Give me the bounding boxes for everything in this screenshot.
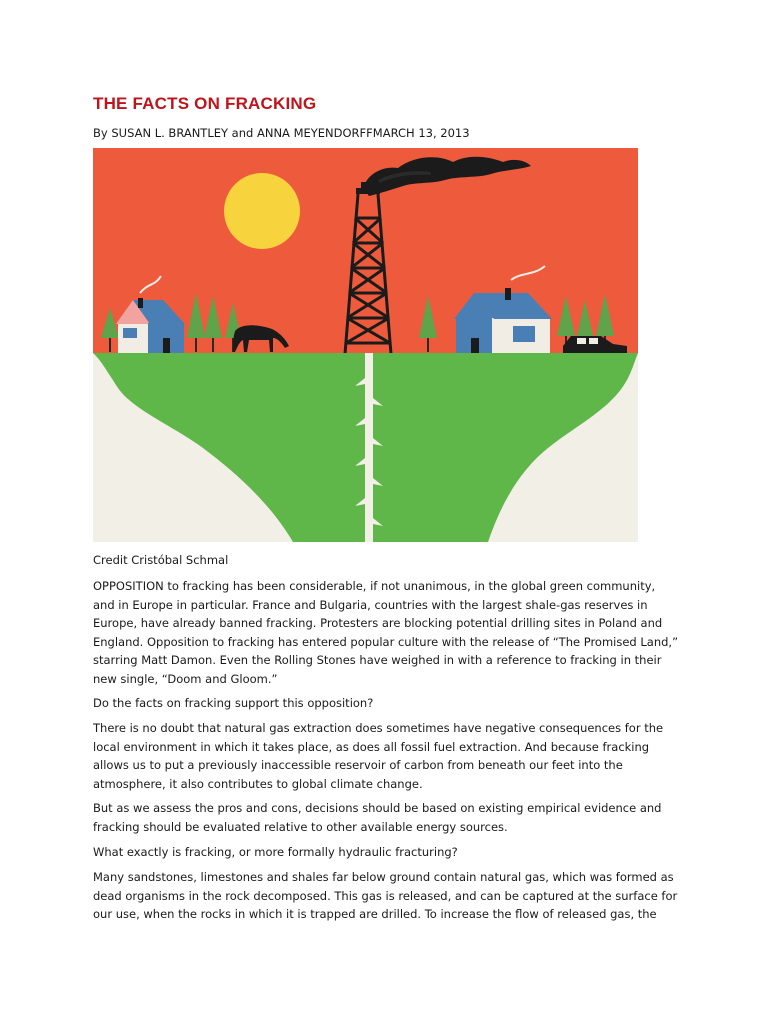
paragraph-line: our use, when the rocks in which it is trapped are drilled. To increase the flow of released gas, the [93,907,657,921]
paragraph-line: Do the facts on fracking support this opposition? [93,696,374,710]
paragraph [93,843,661,862]
paragraph-line: But as we assess the pros and cons, decisions should be based on existing empirical evidence and [93,801,662,815]
paragraph-line: England. Opposition to fracking has entered popular culture with the release of “The Promised Land,” [93,634,679,649]
paragraph-line: atmosphere, it also contributes to global climate change. [93,776,423,791]
paragraph-line: Europe, have already banned fracking. Protesters are blocking potential drilling sites in Poland and [93,616,663,630]
paragraph-line: allows us to put a previously inaccessible reservoir of carbon from beneath our feet into the [93,758,623,772]
paragraph [93,577,679,688]
paragraph-line: local environment in which it takes place, as does all fossil fuel extraction. And because fracking [93,739,650,754]
byline: By SUSAN L. BRANTLEY and ANNA MEYENDORFFMARCH 13, 2013 [93,126,470,140]
paragraph-line: dead organisms in the rock decomposed. This gas is released, and can be captured at the surface for [93,888,678,903]
paragraph-line: and in Europe in particular. France and Bulgaria, countries with the largest shale-gas reserves in [93,597,648,612]
sun-icon [224,173,300,249]
article-title: THE FACTS ON FRACKING [93,94,317,113]
image-credit: Credit Cristóbal Schmal [93,553,229,567]
paragraph-line: starring Matt Damon. Even the Rolling Stones have weighed in with a reference to fracking in their [93,653,662,667]
paragraph-line: new single, “Doom and Gloom.” [93,671,278,686]
paragraph [93,694,661,713]
paragraph-line: Many sandstones, limestones and shales far below ground contain natural gas, which was formed as [93,870,674,884]
paragraph [93,799,661,836]
paragraph-line: fracking should be evaluated relative to other available energy sources. [93,819,508,834]
paragraph-line: OPPOSITION to fracking has been considerable, if not unanimous, in the global green community, [93,579,656,593]
paragraph [93,719,664,793]
paragraph-line: There is no doubt that natural gas extraction does sometimes have negative consequences for the [93,721,664,735]
fracking-illustration [93,148,638,542]
paragraph [93,868,678,924]
paragraph-line: What exactly is fracking, or more formally hydraulic fracturing? [93,845,458,859]
